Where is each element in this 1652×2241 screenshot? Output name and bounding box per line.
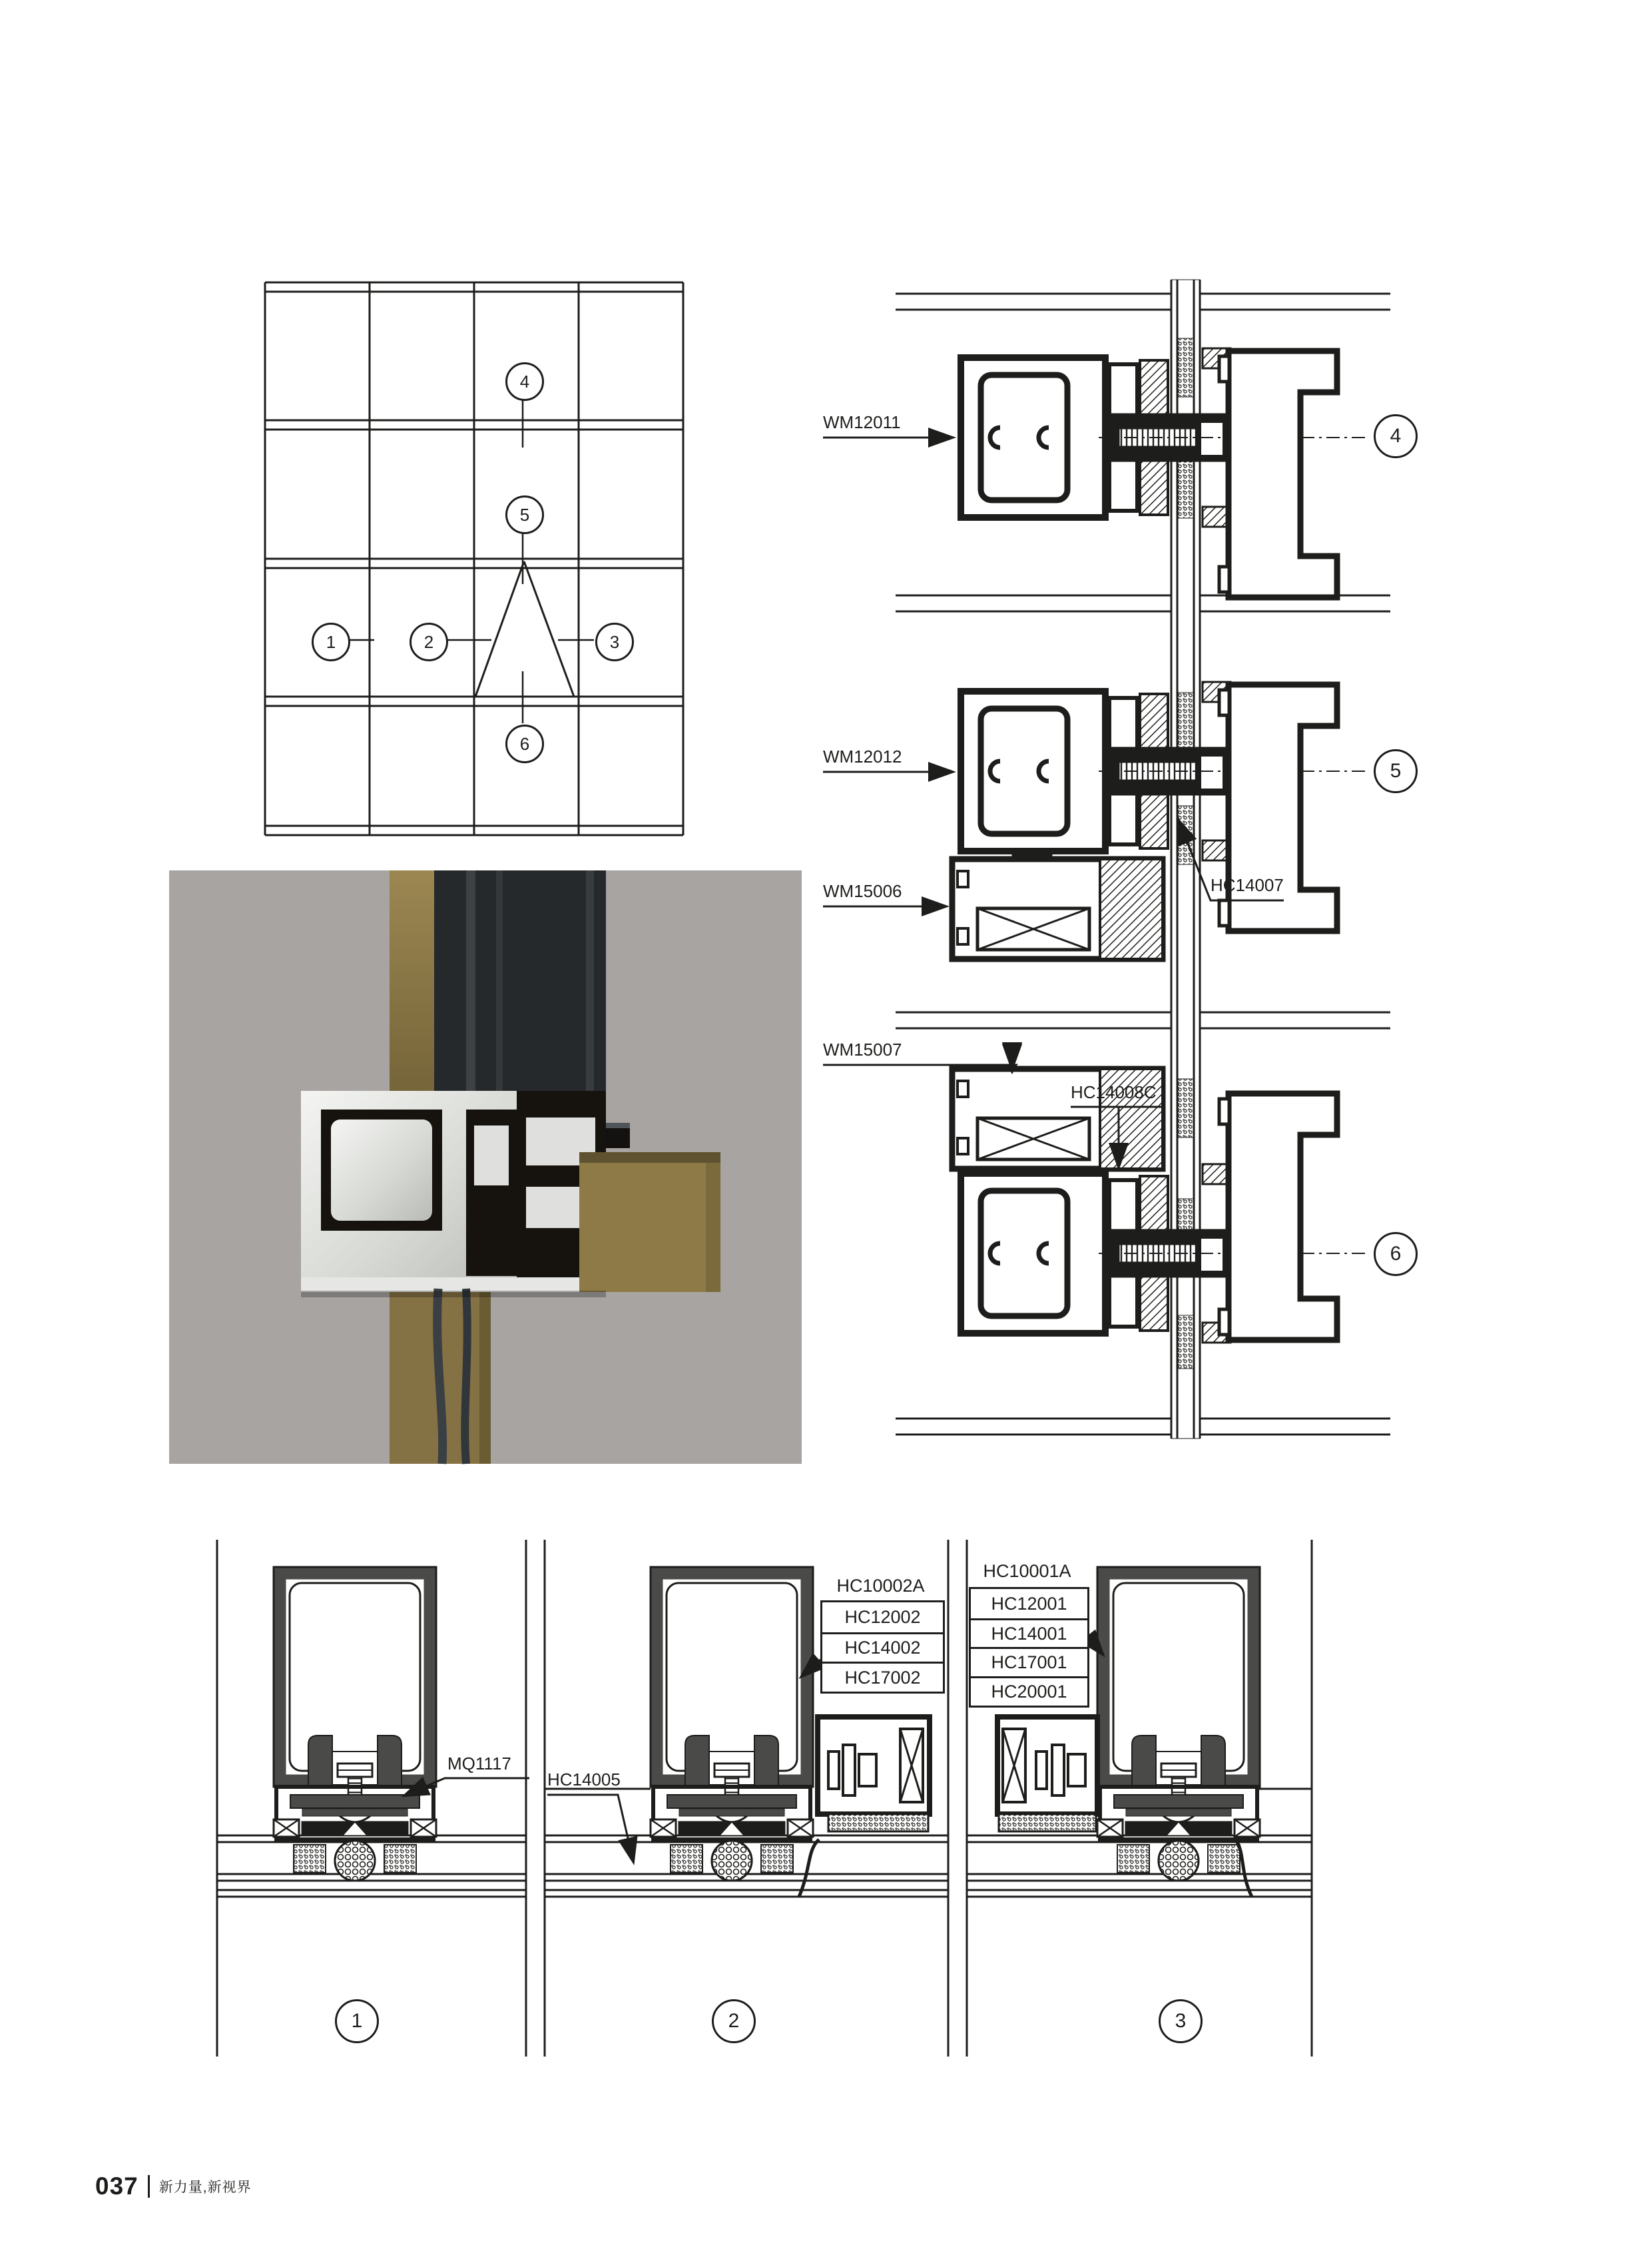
label-wm15006: WM15006 xyxy=(823,881,902,901)
section-callout-4 xyxy=(1374,414,1418,458)
label-hc14007: HC14007 xyxy=(1211,875,1284,895)
render-aluminum-cut-section xyxy=(301,1091,606,1292)
section-callout-5 xyxy=(1374,749,1418,793)
stack-title-hc10001a: HC10001A xyxy=(983,1561,1071,1581)
grid-callout-4-number: 4 xyxy=(519,371,530,392)
stack-row: HC12002 xyxy=(844,1607,921,1627)
sub-sill-wm15006 xyxy=(952,859,1163,959)
plan-callout-2-number: 2 xyxy=(728,2010,740,2032)
product-render xyxy=(169,870,802,1464)
grid-callout-5-number: 5 xyxy=(519,504,530,525)
stack-title-hc10002a: HC10002A xyxy=(836,1576,925,1596)
section-callout-4-number: 4 xyxy=(1390,425,1402,447)
stack-row: HC17002 xyxy=(822,1662,943,1692)
grid-callout-2 xyxy=(410,623,448,661)
plan-detail-1-mullion xyxy=(274,1567,436,1839)
vertical-detail-4 xyxy=(961,348,1366,597)
stack-row: HC17001 xyxy=(971,1647,1087,1676)
section-callout-6-number: 6 xyxy=(1390,1243,1402,1265)
plan-callout-2 xyxy=(712,1999,756,2043)
grid-callout-leaders xyxy=(348,398,594,723)
grid-callout-6-number: 6 xyxy=(519,733,530,754)
vertical-section-details xyxy=(823,280,1390,1439)
footer-tagline: 新力量,新视界 xyxy=(158,2180,252,2195)
plan-detail-3-vent xyxy=(997,1717,1097,1831)
grid-callout-4 xyxy=(505,362,544,401)
section-callout-5-number: 5 xyxy=(1390,760,1402,782)
stack-box-detail-2 xyxy=(820,1600,945,1694)
label-wm12011: WM12011 xyxy=(823,412,901,432)
grid-callout-1-number: 1 xyxy=(326,631,336,652)
plan-callout-3-number: 3 xyxy=(1175,2010,1187,2032)
vent-opening-symbol xyxy=(475,561,574,697)
grid-callout-5 xyxy=(505,495,544,534)
grid-callout-2-number: 2 xyxy=(423,631,434,652)
stack-row: HC12001 xyxy=(991,1593,1067,1614)
plan-detail-3-mullion xyxy=(1097,1567,1260,1839)
label-wm15007: WM15007 xyxy=(823,1040,902,1060)
render-bronze-transom xyxy=(579,1152,720,1292)
stack-box-detail-3 xyxy=(969,1587,1089,1708)
label-hc14005: HC14005 xyxy=(547,1769,621,1789)
footer-divider xyxy=(148,2175,150,2198)
plan-callout-1 xyxy=(335,1999,379,2043)
section-callout-6 xyxy=(1374,1232,1418,1276)
grid-callout-1 xyxy=(312,623,350,661)
label-wm12012: WM12012 xyxy=(823,747,902,767)
plan-callout-3 xyxy=(1159,1999,1203,2043)
stack-row: HC20001 xyxy=(971,1676,1087,1706)
grid-callout-3 xyxy=(595,623,634,661)
plan-detail-2-vent xyxy=(818,1717,930,1831)
stack-row: HC14002 xyxy=(822,1632,943,1662)
plan-detail-2-mullion xyxy=(651,1567,813,1839)
stack-row: HC14001 xyxy=(971,1618,1087,1647)
elevation-grid-diagram xyxy=(265,282,683,835)
label-mq1117: MQ1117 xyxy=(447,1754,511,1773)
label-hc14008c: HC14008C xyxy=(1071,1082,1157,1102)
page-footer xyxy=(95,2172,252,2200)
vertical-detail-5 xyxy=(952,682,1366,959)
grid-callout-6 xyxy=(505,725,544,763)
plan-section-details xyxy=(217,1540,1312,2057)
vertical-detail-6 xyxy=(952,1069,1366,1343)
grid-callout-3-number: 3 xyxy=(609,631,620,652)
page-number: 037 xyxy=(95,2172,138,2200)
plan-glass-band-1 xyxy=(217,1835,526,1897)
plan-callout-1-number: 1 xyxy=(351,2010,363,2032)
